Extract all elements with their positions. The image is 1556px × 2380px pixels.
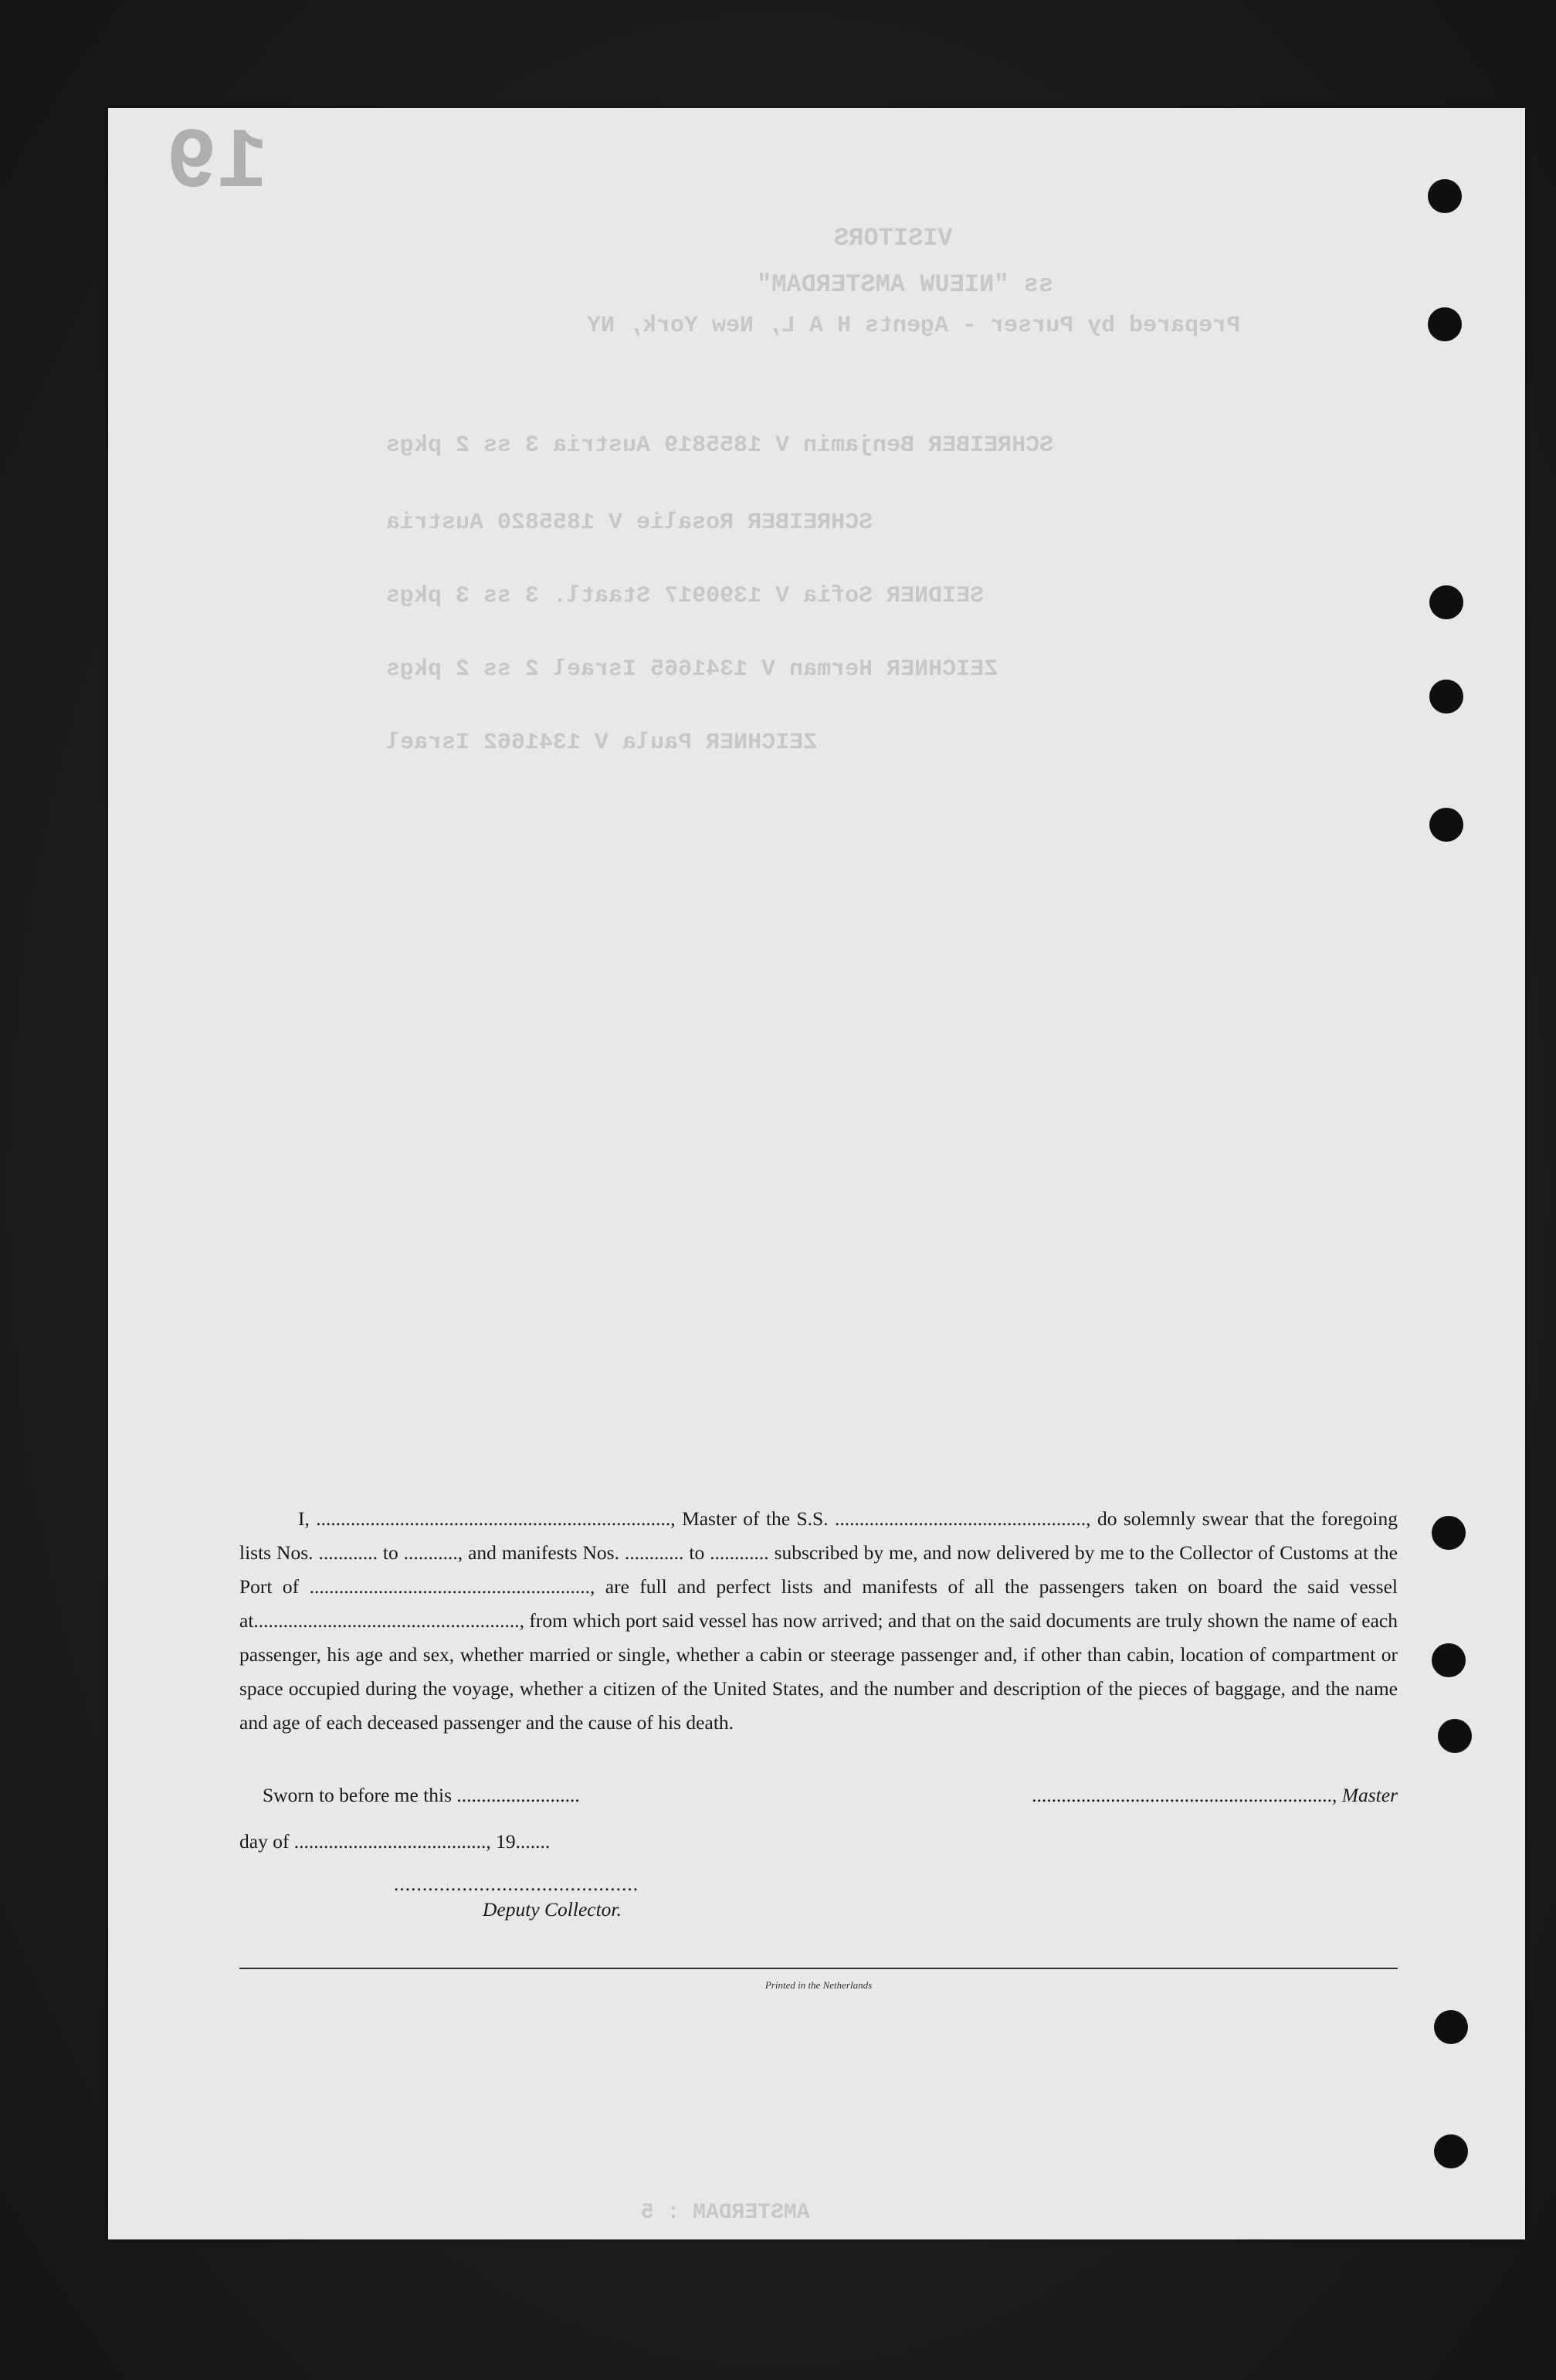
sworn-line: Sworn to before me this .........................	[263, 1784, 580, 1806]
bleed-row: SEIDNER Sofia V 1390917 Staatl. 3 ss 3 pkgs	[386, 583, 985, 609]
punch-hole	[1429, 680, 1463, 714]
bleed-row: SCHREIBER Rosalie V 1855820 Austria	[386, 510, 873, 536]
bleed-heading-visitors: VISITORS	[834, 224, 953, 253]
printed-in-netherlands: Printed in the Netherlands	[764, 1979, 873, 1991]
bleed-heading-prepared: Prepared by Purser - Agents H A L, New York, NY	[587, 313, 1241, 339]
oath-paragraph	[239, 1502, 1398, 1740]
manifest-page	[108, 108, 1525, 2239]
bleed-page-number: 19	[166, 116, 269, 212]
bleed-row: SCHREIBER Benjamin V 1855819 Austria 3 ss 2 pkgs	[386, 432, 1054, 459]
bleed-row: ZEICHNER Paula V 1341662 Israel	[386, 730, 818, 756]
punch-hole	[1429, 808, 1463, 842]
punch-hole	[1434, 2134, 1468, 2168]
punch-hole	[1428, 179, 1462, 213]
master-signature-line	[1032, 1784, 1398, 1807]
footer-rule	[239, 1968, 1398, 1969]
bleed-row: ZEICHNER Herman V 1341665 Israel 2 ss 2 pkgs	[386, 656, 998, 683]
punch-hole	[1432, 1516, 1466, 1550]
punch-hole	[1428, 307, 1462, 341]
punch-hole	[1434, 2010, 1468, 2044]
master-label: Master	[1341, 1784, 1398, 1806]
bleed-footer: AMSTERDAM : 5	[641, 2201, 810, 2225]
deputy-signature-dots: ...........................................	[394, 1873, 639, 1895]
oath-text: I, ........................................................................, Master of the S.S. ..................................................., do solemnly swear that the foregoing lists Nos. ............ to ..........., and manifests Nos. ............ to ............ subscribed by me, and now delivered by me to the Collector of Customs at the Port of ........................................................., are full and perfect lists and manifests of all the passengers taken on board the said vessel at......................................................, from which port said vessel has now arrived; and that on the said documents are truly shown the name of each passenger, his age and sex, whether married or single, whether a cabin or steerage passenger and, if other than cabin, location of compartment or space occupied during the voyage, whether a citizen of the United States, and the number and description of the pieces of baggage, and the name and age of each deceased passenger and the cause of his death.	[239, 1507, 1398, 1734]
punch-hole	[1432, 1643, 1466, 1677]
deputy-collector-label: Deputy Collector.	[483, 1898, 622, 1921]
punch-hole	[1429, 585, 1463, 619]
bleed-heading-vessel: ss "NIEUW AMSTERDAM"	[757, 270, 1054, 299]
sworn-block	[239, 1784, 1398, 1921]
master-dots: .............................................................,	[1032, 1784, 1342, 1806]
punch-hole	[1438, 1719, 1472, 1753]
date-line: day of ......................................., 19.......	[239, 1830, 551, 1853]
